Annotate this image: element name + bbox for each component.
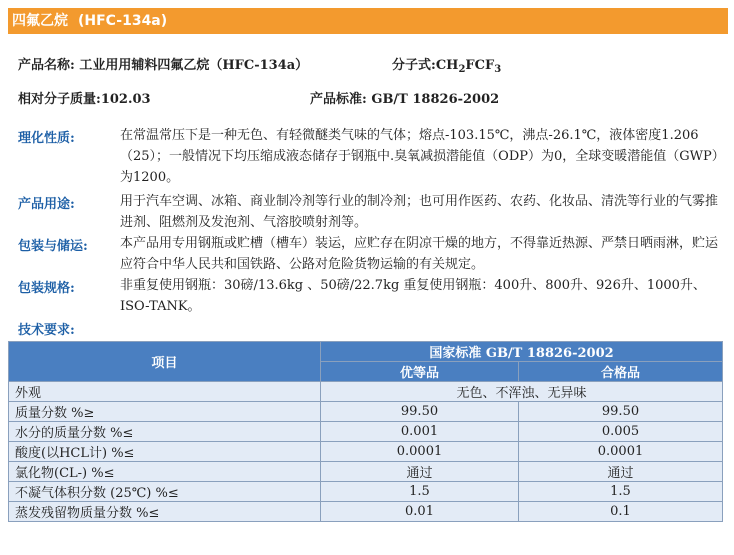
row-item: 质量分数 %≥ [9, 402, 321, 422]
table-row [9, 402, 723, 422]
product-name-value: 工业用用辅料四氟乙烷（HFC-134a） [79, 58, 309, 73]
header-standard: 国家标准 GB/T 18826-2002 [321, 342, 723, 362]
section-text-properties: 在常温常压下是一种无色、有轻微醚类气味的气体；熔点-103.15℃，沸点-26.1℃，液体密度1.206（25）；一般情况下均压缩成液态储存于钢瓶中.臭氧减损潜能值（ODP）为0，全球变暖潜能值（GWP）为1200。 [120, 128, 725, 185]
standard-label: 产品标准: [310, 92, 367, 107]
row-item: 氯化物(CL-) %≤ [9, 462, 321, 482]
section-text-usage: 用于汽车空调、冰箱、商业制冷剂等行业的制冷剂；也可用作医药、农药、化妆品、清洗等行业的气雾推进剂、阻燃剂及发泡剂、气溶胶喷射剂等。 [120, 194, 719, 230]
row-item: 外观 [9, 382, 321, 402]
row-value-qualified: 通过 [519, 462, 723, 482]
row-value-premium: 99.50 [321, 402, 519, 422]
row-value-premium: 通过 [321, 462, 519, 482]
row-value-qualified: 99.50 [519, 402, 723, 422]
formula-part: FCF [465, 58, 495, 73]
row-value-premium: 0.01 [321, 502, 519, 522]
section-text-package-spec: 非重复使用钢瓶：30磅/13.6kg 、50磅/22.7kg 重复使用钢瓶：400升、800升、926升、1000升、ISO-TANK。 [120, 278, 706, 314]
table-row [9, 422, 723, 442]
header-item: 项目 [9, 342, 321, 382]
row-value-qualified: 0.005 [519, 422, 723, 442]
spec-table [8, 341, 723, 522]
page-title: 四氟乙烷 [12, 13, 68, 29]
standard-row [310, 88, 499, 107]
table-row [9, 462, 723, 482]
row-value-qualified: 0.1 [519, 502, 723, 522]
table-row [9, 382, 723, 402]
row-merged-value: 无色、不浑浊、无异味 [321, 382, 723, 402]
formula-subscript: 2 [458, 64, 466, 75]
row-value-premium: 1.5 [321, 482, 519, 502]
row-value-qualified: 1.5 [519, 482, 723, 502]
formula-row [392, 54, 501, 75]
standard-value: GB/T 18826-2002 [371, 92, 500, 107]
mw-value: 102.03 [100, 92, 151, 107]
row-item: 蒸发残留物质量分数 %≤ [9, 502, 321, 522]
section-label-packaging-storage: 包装与储运: [18, 239, 88, 254]
mw-label: 相对分子质量: [18, 92, 101, 107]
molecular-weight-row [18, 88, 151, 107]
page-title-code: (HFC-134a) [78, 13, 168, 29]
section-text-packaging-storage: 本产品用专用钢瓶或贮槽（槽车）装运，应贮存在阴凉干燥的地方，不得靠近热源、严禁日晒雨淋，贮运应符合中华人民共和国铁路、公路对危险货物运输的有关规定。 [120, 236, 719, 272]
header-grade-qualified: 合格品 [519, 362, 723, 382]
page-title-bar [8, 8, 728, 34]
row-value-premium: 0.0001 [321, 442, 519, 462]
section-label-usage: 产品用途: [18, 197, 75, 212]
row-value-premium: 0.001 [321, 422, 519, 442]
table-row [9, 502, 723, 522]
tech-requirements-label: 技术要求: [18, 323, 75, 338]
formula-subscript: 3 [494, 64, 502, 75]
row-item: 水分的质量分数 %≤ [9, 422, 321, 442]
formula-part: CH [435, 58, 459, 73]
section-label-properties: 理化性质: [18, 131, 75, 146]
table-row [9, 442, 723, 462]
section-label-package-spec: 包装规格: [18, 281, 75, 296]
header-grade-premium: 优等品 [321, 362, 519, 382]
table-row [9, 482, 723, 502]
product-name-row [18, 54, 308, 73]
table-header-row [9, 342, 723, 362]
row-item: 不凝气体积分数 (25℃) %≤ [9, 482, 321, 502]
product-name-label: 产品名称: [18, 58, 75, 73]
row-item: 酸度(以HCL计) %≤ [9, 442, 321, 462]
row-value-qualified: 0.0001 [519, 442, 723, 462]
formula-label: 分子式: [392, 58, 436, 73]
